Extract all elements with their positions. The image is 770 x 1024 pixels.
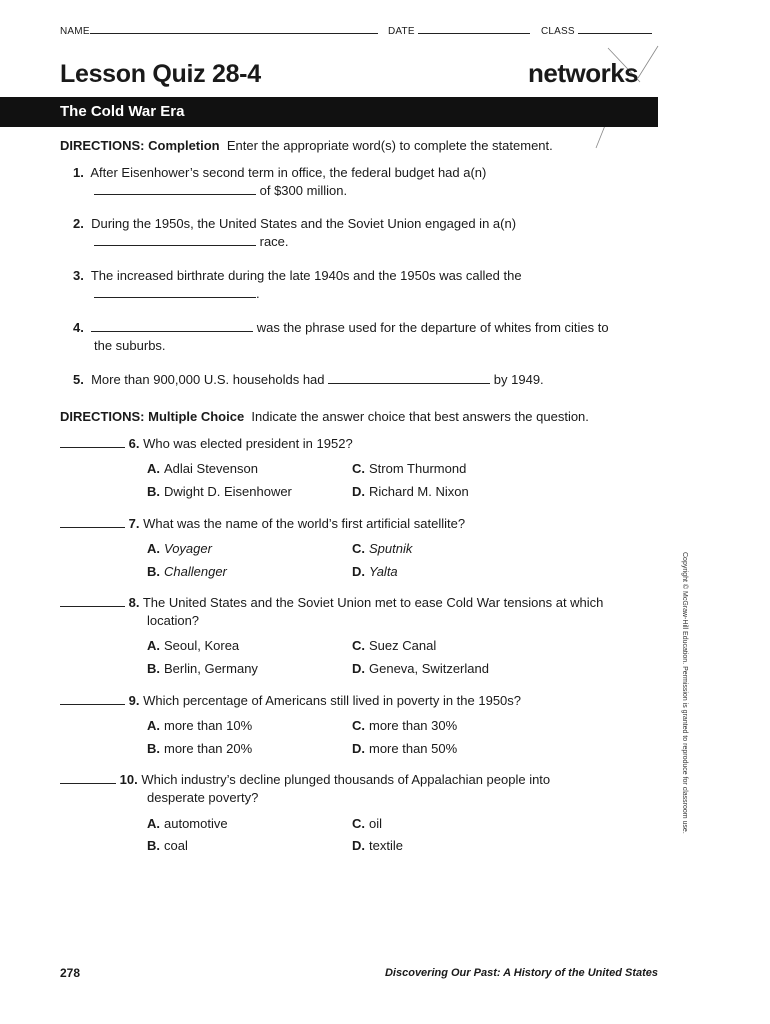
book-title: Discovering Our Past: A History of the United States [384, 967, 658, 979]
class-field[interactable] [541, 26, 652, 37]
choice-10b[interactable]: B. coal [147, 838, 188, 853]
choice-9b[interactable]: B. more than 20% [147, 741, 253, 756]
date-label: DATE [388, 26, 415, 37]
choice-10c[interactable]: C. oil [352, 816, 383, 831]
directions-label: DIRECTIONS: [60, 409, 145, 424]
name-line [90, 33, 378, 34]
answer-blank-4[interactable] [91, 321, 253, 332]
choice-8c[interactable]: C. Suez Canal [352, 638, 437, 653]
date-line [418, 33, 530, 34]
answer-blank-8[interactable] [60, 596, 125, 607]
answer-blank-1[interactable] [94, 184, 256, 195]
page-title: Lesson Quiz 28-4 [60, 60, 261, 88]
subtitle: The Cold War Era [60, 103, 185, 120]
choice-7d[interactable]: D. Yalta [352, 564, 398, 579]
mc-question-8: 8. The United States and the Soviet Union met to ease Cold War tensions at which [60, 594, 603, 612]
brand-logo: networks [528, 58, 639, 88]
choice-6b[interactable]: B. Dwight D. Eisenhower [147, 484, 292, 499]
completion-item-2-line2: race. [94, 233, 289, 251]
mc-question-10: 10. Which industry’s decline plunged thousands of Appalachian people into [60, 771, 550, 789]
answer-blank-3[interactable] [94, 287, 256, 298]
directions-label: DIRECTIONS: [60, 138, 145, 153]
choice-9c[interactable]: C. more than 30% [352, 718, 458, 733]
choice-8a[interactable]: A. Seoul, Korea [147, 638, 240, 653]
class-line [578, 33, 652, 34]
completion-item-4: 4. was the phrase used for the departure of whites from cities to [73, 320, 609, 335]
mc-question-10-line2: desperate poverty? [147, 790, 259, 805]
choice-9a[interactable]: A. more than 10% [147, 718, 253, 733]
page-number: 278 [60, 966, 81, 980]
choice-6d[interactable]: D. Richard M. Nixon [352, 484, 469, 499]
name-field[interactable] [60, 26, 378, 37]
choice-8d[interactable]: D. Geneva, Switzerland [352, 661, 489, 676]
choice-7a[interactable]: A. Voyager [147, 541, 212, 556]
completion-directions [60, 138, 553, 153]
completion-item-3-line2: . [94, 285, 260, 303]
choice-7c[interactable]: C. Sputnik [352, 541, 413, 556]
directions-type: Multiple Choice [148, 409, 245, 424]
name-label: NAME [60, 26, 90, 37]
completion-item-1-line2: of $300 million. [94, 182, 347, 200]
completion-item-3: 3. The increased birthrate during the late 1940s and the 1950s was called the [73, 268, 522, 283]
completion-item-2: 2. During the 1950s, the United States and the Soviet Union engaged in a(n) [73, 216, 517, 231]
answer-blank-6[interactable] [60, 437, 125, 448]
answer-blank-2[interactable] [94, 235, 256, 246]
answer-blank-10[interactable] [60, 773, 116, 784]
choice-9d[interactable]: D. more than 50% [352, 741, 458, 756]
mc-question-7: 7. What was the name of the world’s first artificial satellite? [60, 515, 465, 533]
completion-item-1: 1. After Eisenhower’s second term in office, the federal budget had a(n) [73, 165, 487, 180]
completion-item-4-line2: the suburbs. [94, 338, 166, 353]
directions-type: Completion [148, 138, 220, 153]
choice-6a[interactable]: A. Adlai Stevenson [147, 461, 258, 476]
answer-blank-9[interactable] [60, 694, 125, 705]
choice-10a[interactable]: A. automotive [147, 816, 228, 831]
class-label: CLASS [541, 26, 575, 37]
directions-text: Enter the appropriate word(s) to complete the statement. [226, 138, 553, 153]
answer-blank-5[interactable] [328, 373, 490, 384]
directions-text: Indicate the answer choice that best answers the question. [251, 409, 589, 424]
mc-directions [60, 409, 589, 424]
choice-6c[interactable]: C. Strom Thurmond [352, 461, 467, 476]
copyright-notice: Copyright © McGraw-Hill Education. Permission is granted to reproduce for classroom use. [681, 552, 688, 834]
choice-10d[interactable]: D. textile [352, 838, 403, 853]
date-field[interactable] [388, 26, 530, 37]
completion-item-5: 5. More than 900,000 U.S. households had by 1949. [73, 372, 544, 387]
mc-question-6: 6. Who was elected president in 1952? [60, 435, 353, 453]
mc-question-9: 9. Which percentage of Americans still lived in poverty in the 1950s? [60, 692, 521, 710]
choice-7b[interactable]: B. Challenger [147, 564, 227, 579]
mc-question-8-line2: location? [147, 613, 200, 628]
choice-8b[interactable]: B. Berlin, Germany [147, 661, 258, 676]
answer-blank-7[interactable] [60, 517, 125, 528]
